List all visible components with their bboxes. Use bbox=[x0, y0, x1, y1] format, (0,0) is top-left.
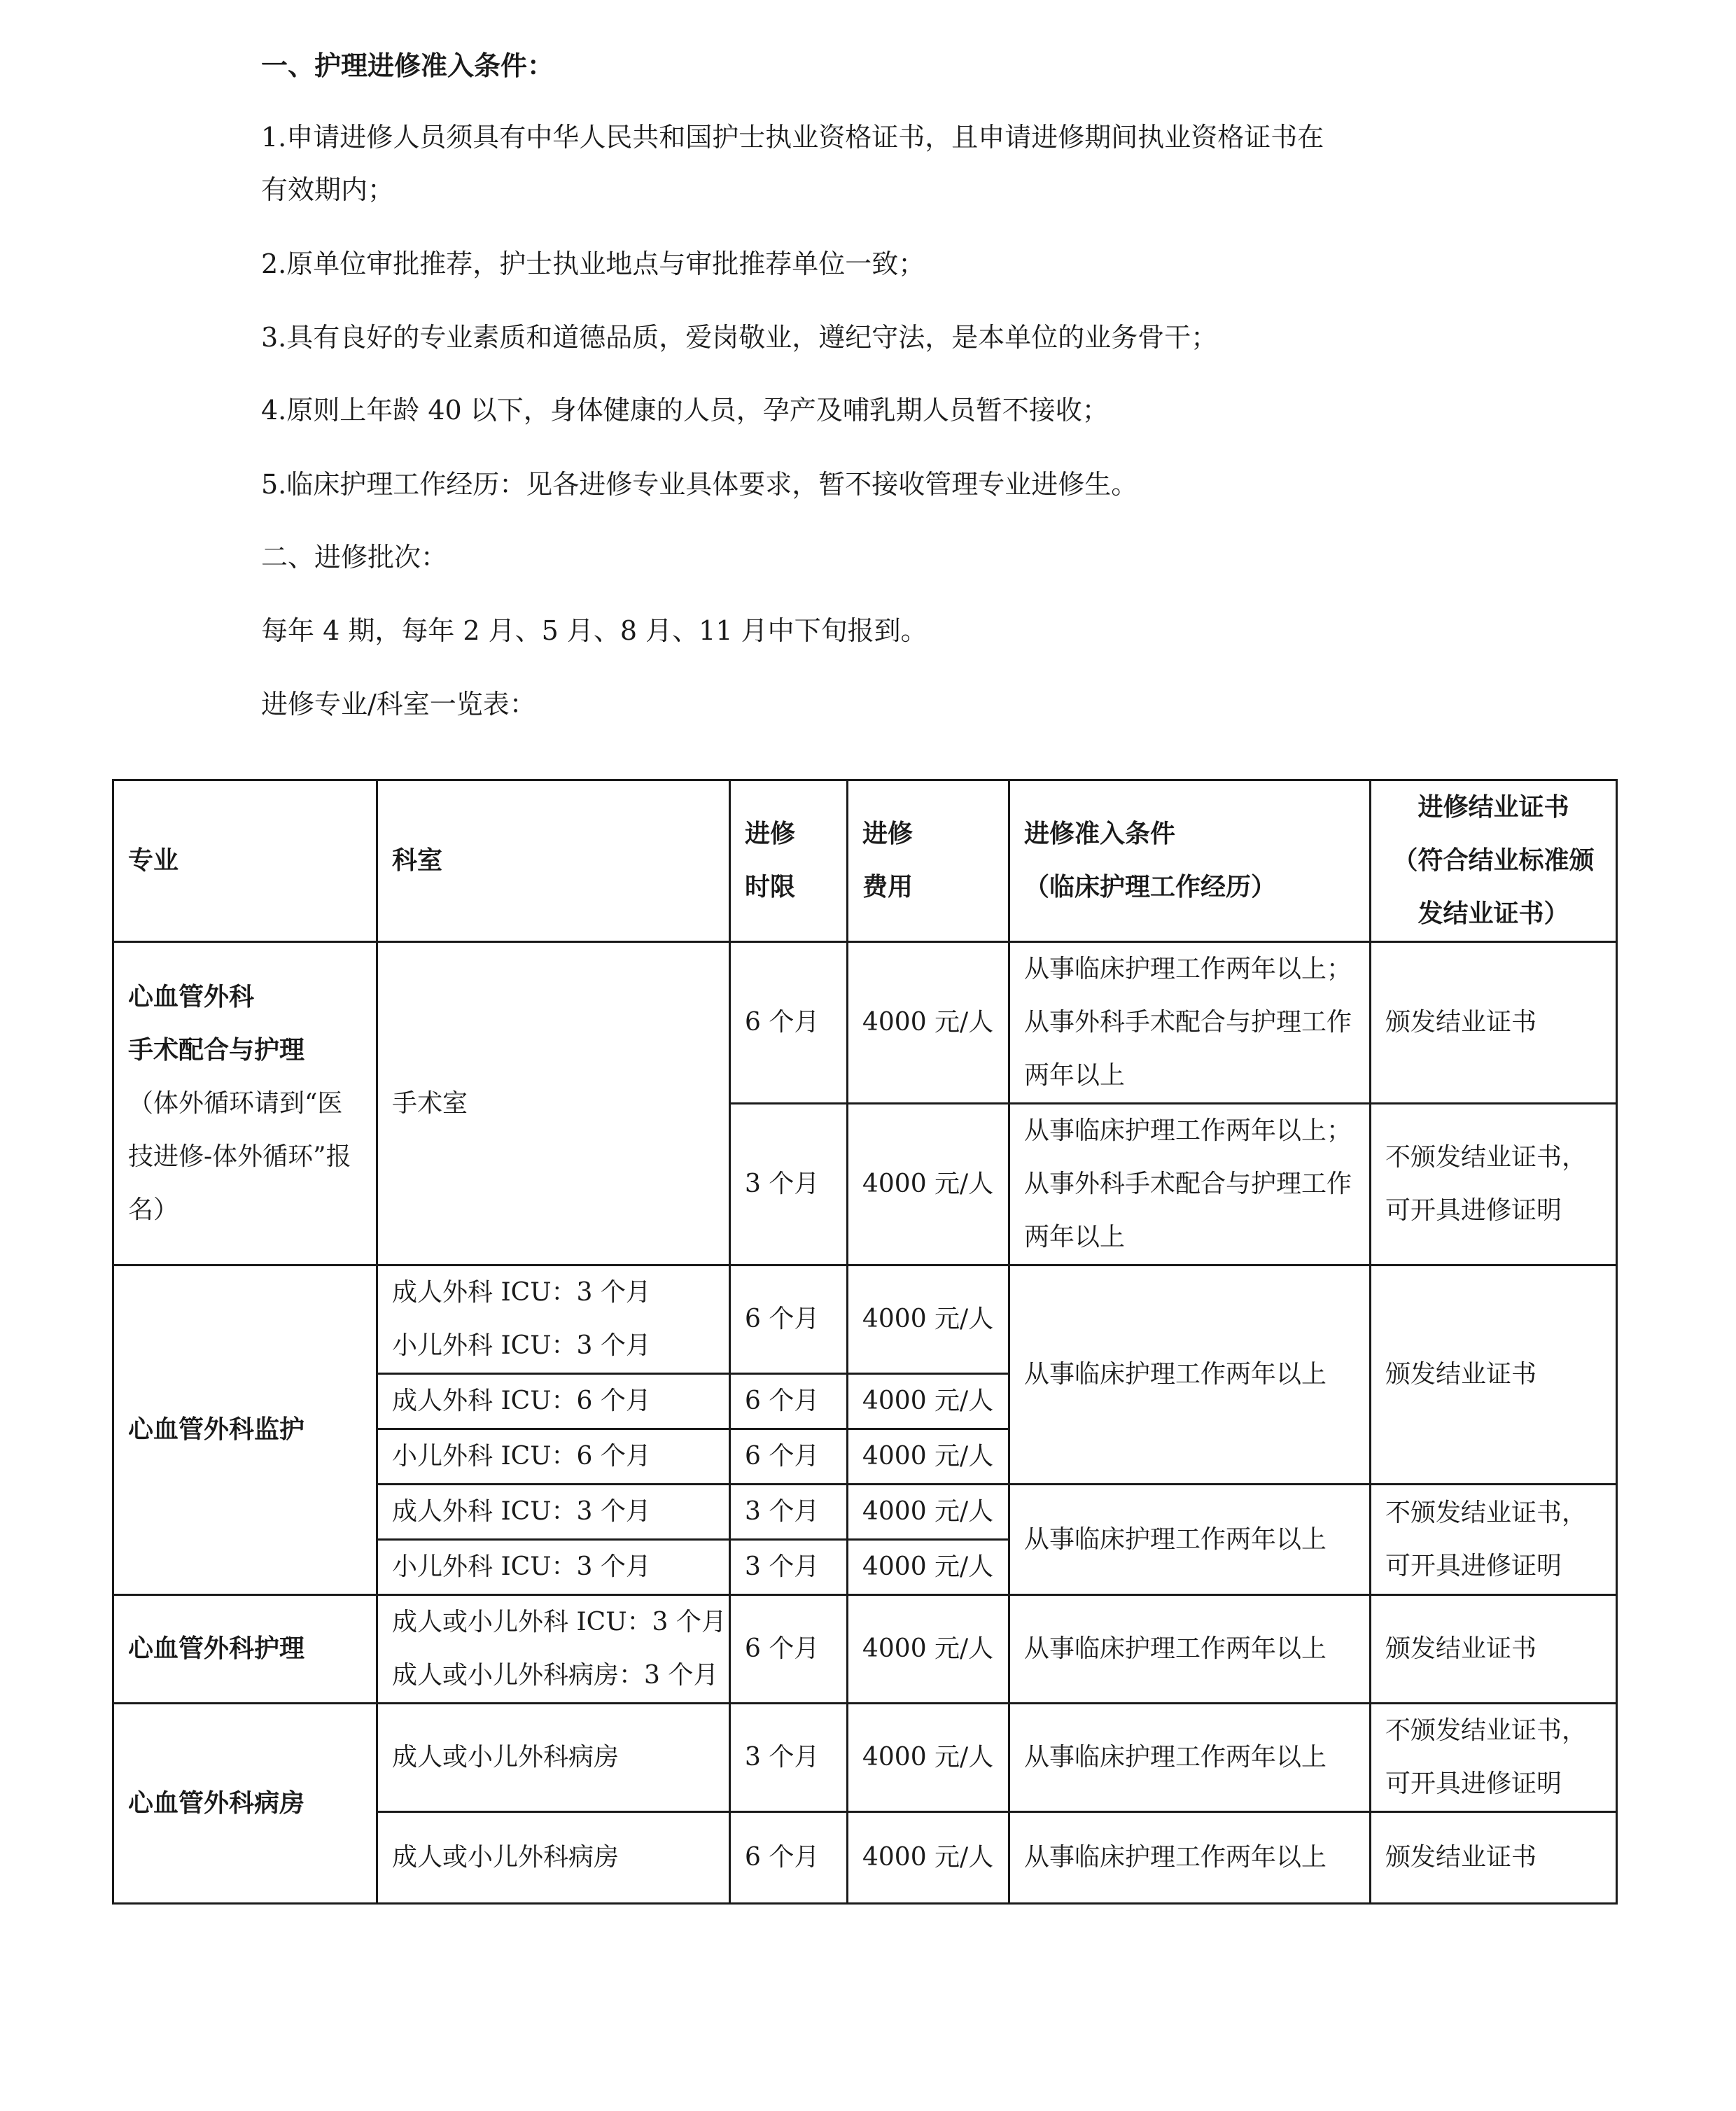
header-dept: 科室 bbox=[377, 780, 730, 942]
dept-cell: 成人外科 ICU：3 个月 小儿外科 ICU：3 个月 bbox=[377, 1265, 730, 1374]
dept-cell: 成人或小儿外科病房 bbox=[377, 1704, 730, 1812]
section-heading-batches: 二、进修批次： bbox=[261, 542, 448, 573]
specialty-surgery-cell: 心血管外科 手术配合与护理 （体外循环请到“医技进修-体外循环”报名） bbox=[113, 942, 377, 1265]
fee-cell: 4000 元/人 bbox=[848, 1812, 1009, 1904]
requirement-1-line-1: 1.申请进修人员须具有中华人民共和国护士执业资格证书，且申请进修期间执业资格证书在 bbox=[261, 122, 1324, 153]
duration-cell: 3 个月 bbox=[730, 1540, 848, 1595]
certificate-cell: 不颁发结业证书， 可开具进修证明 bbox=[1371, 1704, 1617, 1812]
duration-cell: 6 个月 bbox=[730, 1374, 848, 1429]
condition-cell: 从事临床护理工作两年以上 bbox=[1009, 1595, 1371, 1704]
fee-cell: 4000 元/人 bbox=[848, 1704, 1009, 1812]
condition-cell: 从事临床护理工作两年以上 bbox=[1009, 1265, 1371, 1485]
table-row bbox=[113, 942, 1617, 1104]
duration-cell: 6 个月 bbox=[730, 1812, 848, 1904]
table-header-row bbox=[113, 780, 1617, 942]
certificate-cell: 颁发结业证书 bbox=[1371, 1265, 1617, 1485]
fee-cell: 4000 元/人 bbox=[848, 1485, 1009, 1540]
section-heading-admission: 一、护理进修准入条件： bbox=[261, 50, 554, 81]
table-row bbox=[113, 1265, 1617, 1374]
duration-cell: 3 个月 bbox=[730, 1704, 848, 1812]
batch-schedule: 每年 4 期，每年 2 月、5 月、8 月、11 月中下旬报到。 bbox=[261, 615, 927, 646]
condition-cell: 从事临床护理工作两年以上 bbox=[1009, 1812, 1371, 1904]
dept-cell: 成人外科 ICU：3 个月 bbox=[377, 1485, 730, 1540]
dept-cell: 成人或小儿外科 ICU：3 个月 成人或小儿外科病房：3 个月 bbox=[377, 1595, 730, 1704]
fee-cell: 4000 元/人 bbox=[848, 1374, 1009, 1429]
requirement-1-line-2: 有效期内； bbox=[261, 174, 395, 205]
requirement-3: 3.具有良好的专业素质和道德品质，爱岗敬业，遵纪守法，是本单位的业务骨干； bbox=[261, 322, 1218, 353]
requirement-4: 4.原则上年龄 40 以下，身体健康的人员，孕产及哺乳期人员暂不接收； bbox=[261, 395, 1109, 426]
duration-cell: 6 个月 bbox=[730, 1595, 848, 1704]
header-duration: 进修 时限 bbox=[730, 780, 848, 942]
condition-cell: 从事临床护理工作两年以上；从事外科手术配合与护理工作两年以上 bbox=[1009, 942, 1371, 1104]
header-certificate: 进修结业证书 （符合结业标准颁发结业证书） bbox=[1371, 780, 1617, 942]
dept-cell: 成人或小儿外科病房 bbox=[377, 1812, 730, 1904]
header-fee: 进修 费用 bbox=[848, 780, 1009, 942]
header-specialty: 专业 bbox=[113, 780, 377, 942]
specialty-nursing-cell: 心血管外科护理 bbox=[113, 1595, 377, 1704]
specialty-monitor-cell: 心血管外科监护 bbox=[113, 1265, 377, 1595]
certificate-cell: 不颁发结业证书， 可开具进修证明 bbox=[1371, 1485, 1617, 1595]
requirement-5: 5.临床护理工作经历：见各进修专业具体要求，暂不接收管理专业进修生。 bbox=[261, 469, 1138, 500]
table-row bbox=[113, 1595, 1617, 1704]
dept-cell: 手术室 bbox=[377, 942, 730, 1265]
requirement-2: 2.原单位审批推荐，护士执业地点与审批推荐单位一致； bbox=[261, 248, 925, 279]
duration-cell: 6 个月 bbox=[730, 1265, 848, 1374]
fee-cell: 4000 元/人 bbox=[848, 1429, 1009, 1485]
certificate-cell: 不颁发结业证书， 可开具进修证明 bbox=[1371, 1104, 1617, 1265]
specialty-ward-cell: 心血管外科病房 bbox=[113, 1704, 377, 1904]
fee-cell: 4000 元/人 bbox=[848, 1540, 1009, 1595]
fee-cell: 4000 元/人 bbox=[848, 942, 1009, 1104]
certificate-cell: 颁发结业证书 bbox=[1371, 942, 1617, 1104]
dept-cell: 小儿外科 ICU：3 个月 bbox=[377, 1540, 730, 1595]
condition-cell: 从事临床护理工作两年以上 bbox=[1009, 1704, 1371, 1812]
duration-cell: 6 个月 bbox=[730, 1429, 848, 1485]
fee-cell: 4000 元/人 bbox=[848, 1104, 1009, 1265]
header-condition: 进修准入条件 （临床护理工作经历） bbox=[1009, 780, 1371, 942]
table-row bbox=[113, 1704, 1617, 1812]
fee-cell: 4000 元/人 bbox=[848, 1595, 1009, 1704]
condition-cell: 从事临床护理工作两年以上 bbox=[1009, 1485, 1371, 1595]
certificate-cell: 颁发结业证书 bbox=[1371, 1595, 1617, 1704]
dept-cell: 成人外科 ICU：6 个月 bbox=[377, 1374, 730, 1429]
duration-cell: 3 个月 bbox=[730, 1485, 848, 1540]
duration-cell: 3 个月 bbox=[730, 1104, 848, 1265]
duration-cell: 6 个月 bbox=[730, 942, 848, 1104]
fee-cell: 4000 元/人 bbox=[848, 1265, 1009, 1374]
table-caption: 进修专业/科室一览表： bbox=[261, 689, 536, 720]
training-specialty-table bbox=[112, 779, 1618, 1905]
certificate-cell: 颁发结业证书 bbox=[1371, 1812, 1617, 1904]
condition-cell: 从事临床护理工作两年以上；从事外科手术配合与护理工作两年以上 bbox=[1009, 1104, 1371, 1265]
dept-cell: 小儿外科 ICU：6 个月 bbox=[377, 1429, 730, 1485]
